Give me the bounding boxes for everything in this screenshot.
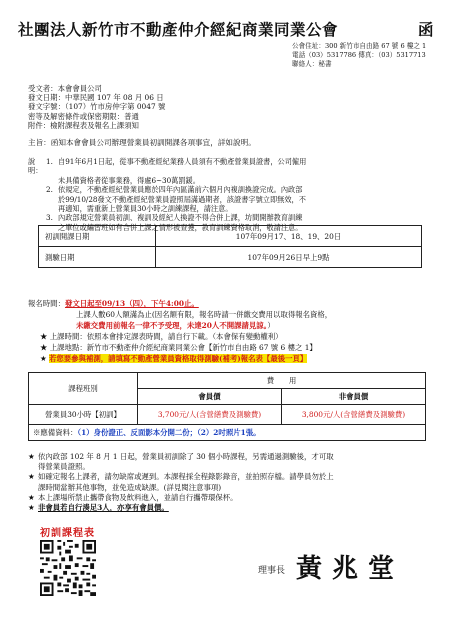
star-icon: ★ [40, 332, 48, 341]
contact-info [292, 42, 426, 69]
document-type: 函 [418, 20, 434, 39]
class-location: 上課地點：新竹市不動產仲介經紀商業同業公會【新竹市自由路 67 號 6 樓之 1】 [49, 343, 317, 352]
notes-list [28, 452, 440, 513]
required-items: （1）身份證正、反面影本分開二份；（2）2吋照片1張。 [77, 428, 261, 437]
star-icon: ★ [40, 354, 47, 363]
note-line: 如確定報名上課者，請勿缺席或遲到。本課程採全程錄影錄音，並拍照存檔。請學員勿於上 [38, 472, 334, 482]
deadline-text: 發文日起至09/13（四），下午4:00止。 [64, 299, 199, 308]
signature-role: 理事長 [258, 566, 286, 576]
list-item [28, 452, 440, 472]
document-meta [28, 84, 165, 130]
subject-line: 主旨：函知本會會員公司辦理營業員初訓開課各項事宜，詳如說明。 [28, 138, 256, 147]
explanation-label: 說明： [28, 157, 43, 176]
fee-table [28, 372, 426, 441]
table-row [39, 226, 422, 247]
item-number: 1. [46, 157, 53, 166]
star-icon: ★ [28, 503, 35, 513]
course-header: 課程班別 [29, 373, 138, 405]
explanation-line: 之單位或編習班如有合併上課之情形被查獲，教育訓練資格取消，敬請注意。 [58, 222, 303, 232]
schedule-value: 107年09月26日早上9點 [156, 247, 422, 268]
explanation-line: 自91年6月1日起，從事不動產經紀業務人員須有不動產營業員證書，公司僱用 [58, 157, 307, 166]
recipient: 受文者：本會會員公司 [28, 84, 102, 93]
schedule-label: 測驗日期 [39, 247, 156, 268]
explanation-line: 未具備資格者從事業務，得處6~30萬罰鍰。 [58, 175, 200, 185]
table-row [39, 247, 422, 268]
schedule-value: 107年09月17、18、19、20日 [156, 226, 422, 247]
explanation-line: 內政部規定營業員初訓、複訓及經紀人換證不得合併上課，坊間開辦教育訓練 [58, 213, 303, 223]
class-time: 上課時間：依照本會排定課表時間，請自行下載。（本會保有變動權利） [49, 332, 283, 341]
note-line: 得營業員證照。 [38, 462, 90, 472]
note-line: 依內政部 102 年 8 月 1 日起，營業員初訓除了 30 個小時課程，另需通過測驗後，才可取 [38, 452, 334, 461]
star-icon: ★ [28, 452, 35, 461]
list-item [28, 472, 440, 492]
star-icon: ★ [28, 472, 35, 482]
star-icon: ★ [28, 492, 35, 502]
member-price: 3,700元/人(含營繕費及測驗費) [138, 405, 282, 425]
capacity-close: ） [267, 321, 275, 330]
schedule-table [38, 225, 422, 268]
list-item [28, 503, 440, 513]
fee-header: 費 用 [138, 373, 426, 389]
nonmember-header: 非會員價 [282, 389, 426, 405]
note-icon: ※ [33, 428, 41, 437]
schedule-label: 初訓開課日期 [39, 226, 156, 247]
item-number: 2. [46, 185, 53, 195]
deadline-label: 報名時間： [28, 299, 65, 308]
note-line: 非會員若自行湊足3人，亦享有會員價。 [38, 503, 169, 513]
note-line: 本上課場所禁止攜帶食物及飲料進入，並請自行攜帶環保杯。 [38, 492, 238, 502]
list-item [28, 493, 440, 503]
attachments: 附件：檢附課程表及報名上課須知 [28, 120, 139, 130]
item-number: 3. [46, 213, 53, 223]
table-row [29, 425, 426, 441]
required-label: 應備資料： [40, 428, 78, 437]
registration-info [28, 298, 448, 364]
explanation [28, 157, 440, 232]
course-schedule-title: 初訓課程表 [40, 528, 95, 539]
document-number: 發文字號：（107）竹市房仲字第 0047 號 [28, 102, 166, 112]
document-title: 社團法人新竹市不動產仲介經紀商業同業公會 [18, 20, 339, 39]
issue-date: 發文日期：中華民國 107 年 08 月 06 日 [28, 93, 164, 103]
contact-phone: 電話（03）5317786 傳真：（03）5317713 [292, 51, 426, 59]
table-row [29, 405, 426, 425]
explanation-line: 依規定，不動產經紀營業員應於四年內區滿前六個月內複訓換證完成。內政部 [58, 185, 303, 195]
explanation-line: 再適知，需重新上營業員30小時之訓練課程，請注意。 [58, 204, 233, 214]
note-line: 課時間當辦其他事物，並免造成缺課。(詳見閱注意事項) [38, 482, 222, 492]
table-row [29, 373, 426, 389]
required-documents [29, 425, 426, 441]
capacity-warning: 未繳交費用前報名一律不予受理，未達20人不開課請見諒。 [76, 321, 268, 330]
nonmember-price: 3,800元/人(含營繕費及測驗費) [282, 405, 426, 425]
contact-address: 公會住址：300 新竹市自由路 67 號 6 樓之 1 [292, 42, 427, 50]
star-icon: ★ [40, 343, 48, 352]
makeup-exam-note: 若您要參與補測，請填寫不動產營業員資格取得測驗(補考)報名表【最後一頁】 [49, 354, 308, 363]
contact-person: 聯絡人：秘書 [292, 60, 332, 68]
course-name: 營業員30小時【初訓】 [29, 405, 138, 425]
capacity-text: 上課人數60人額滿為止(因名額有限，報名時請一併繳交費用以取得報名資格， [76, 310, 333, 319]
explanation-line: 於99/10/28發文不動產經紀營業員證照屆滿過期者，該證書字號立即無效，不 [58, 194, 306, 204]
signature-name: 黃兆堂 [296, 554, 405, 584]
qr-code-icon [40, 540, 96, 596]
confidentiality: 密等及解密條件或保密期限：普通 [28, 111, 139, 121]
member-header: 會員價 [138, 389, 282, 405]
